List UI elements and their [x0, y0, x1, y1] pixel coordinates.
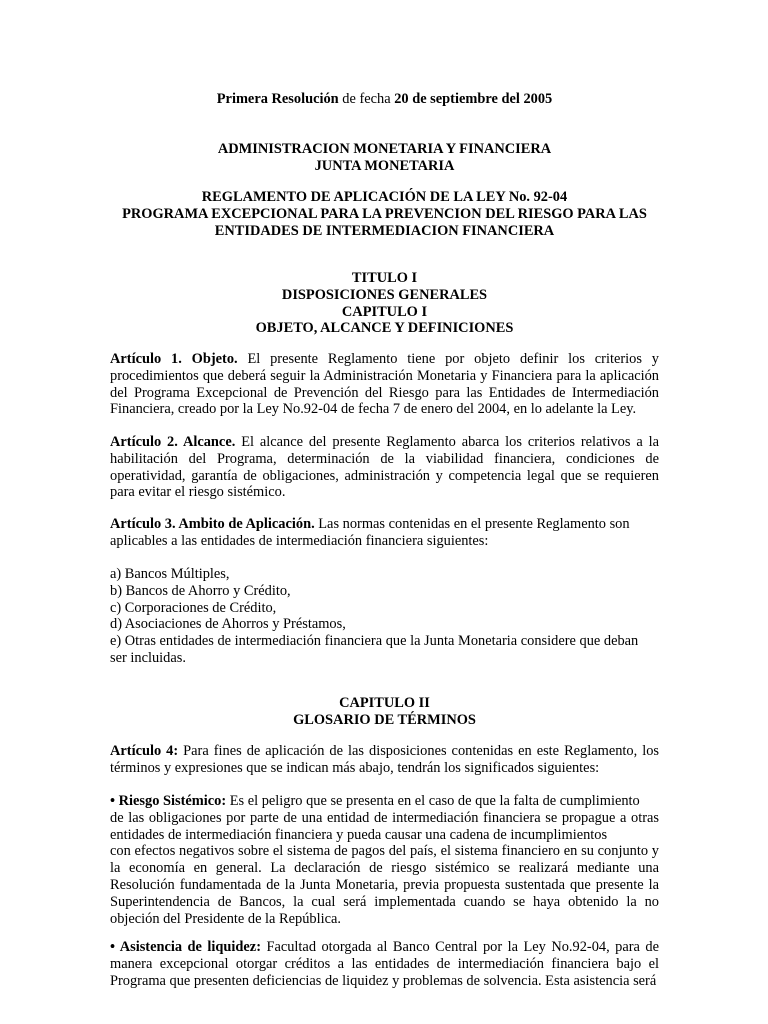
- titulo-line-1: TITULO I: [351, 270, 418, 286]
- asistencia-liquidez-definition: [110, 939, 659, 989]
- article-4-label: Artículo 4:: [110, 743, 179, 759]
- article-1-label: Artículo 1. Objeto.: [110, 351, 238, 367]
- list-item: d) Asociaciones de Ahorros y Préstamos,: [110, 616, 346, 633]
- titulo-heading: [110, 270, 659, 337]
- titulo-line-4: OBJETO, ALCANCE Y DEFINICIONES: [255, 320, 514, 337]
- riesgo-sistemico-definition: [110, 793, 659, 927]
- article-3-text: Las normas contenidas en el presente Reglamento son aplicables a las entidades de intermediación financiera siguientes:: [110, 516, 630, 549]
- list-item: c) Corporaciones de Crédito,: [110, 599, 277, 616]
- capitulo-2-line-2: GLOSARIO DE TÉRMINOS: [293, 711, 476, 728]
- asistencia-label: • Asistencia de liquidez:: [110, 939, 261, 955]
- article-3: [110, 516, 659, 550]
- article-1-text: El presente Reglamento tiene por objeto definir los criterios y procedimientos que deberá seguir la Administración Monetaria y Financiera para la aplicación del Programa Excepcional de Prevención del Riesgo para las Entidades de Intermediación Financiera, creado por la Ley No.92-04 de fecha 7 de enero del 2004, en lo adelante la Ley.: [110, 351, 659, 418]
- article-2-label: Artículo 2. Alcance.: [110, 434, 236, 450]
- reglamento-line-1: REGLAMENTO DE APLICACIÓN DE LA LEY No. 92-04: [201, 189, 568, 205]
- titulo-line-3: CAPITULO I: [341, 303, 428, 320]
- resolution-date: 20 de septiembre del 2005: [394, 91, 553, 107]
- article-1: [110, 351, 659, 418]
- riesgo-first-line: [110, 793, 659, 810]
- article-4-text: Para fines de aplicación de las disposiciones contenidas en este Reglamento, los términos y expresiones que se indican más abajo, tendrán los significados siguientes:: [110, 743, 659, 776]
- reglamento-line-2: PROGRAMA EXCEPCIONAL PARA LA PREVENCION DEL RIESGO PARA LAS: [122, 205, 647, 222]
- article-2-text: El alcance del presente Reglamento abarca los criterios relativos a la habilitación del Programa, determinación de la viabilidad financiera, condiciones de operatividad, garantía de obligaciones, administración y competencia legal que se requieren para evitar el riesgo sistémico.: [110, 434, 660, 501]
- list-item: b) Bancos de Ahorro y Crédito,: [110, 582, 291, 599]
- org-line-1: ADMINISTRACION MONETARIA Y FINANCIERA: [217, 141, 552, 157]
- article-2: [110, 434, 659, 501]
- titulo-line-2: DISPOSICIONES GENERALES: [281, 286, 488, 303]
- asistencia-text: Facultad otorgada al Banco Central por la Ley No.92-04, para de manera excepcional otorgar créditos a las entidades de intermediación financiera bajo el Programa que presenten deficiencias de liquidez y problemas de solvencia. Esta asistencia será: [110, 939, 659, 989]
- resolution-name: Primera Resolución: [216, 91, 339, 107]
- capitulo-2-heading: [110, 695, 659, 729]
- list-item: a) Bancos Múltiples,: [110, 566, 230, 582]
- list-item: e) Otras entidades de intermediación financiera que la Junta Monetaria considere que deban: [110, 633, 639, 650]
- riesgo-line-1: Es el peligro que se presenta en el caso de que la falta de cumplimiento: [226, 793, 640, 809]
- capitulo-2-line-1: CAPITULO II: [339, 695, 430, 711]
- article-4: [110, 743, 659, 777]
- riesgo-line-2: de las obligaciones por parte de una entidad de intermediación financiera se propague a otras entidades de intermediación financiera y pueda causar una cadena de incumplimientos: [110, 809, 659, 843]
- article-3-label: Artículo 3. Ambito de Aplicación.: [110, 516, 315, 532]
- riesgo-line-3: con efectos negativos sobre el sistema de pagos del país, el sistema financiero en su conjunto y la economía en general. La declaración de riesgo sistémico se realizará mediante una Resolución fundamentada de la Junta Monetaria, previa propuesta sustentada que presente la Superintendencia de Bancos, la cual será implementada cuando se haya obtenido la no objeción del Presidente de la República.: [110, 843, 659, 927]
- reglamento-line-3: ENTIDADES DE INTERMEDIACION FINANCIERA: [214, 222, 555, 239]
- resolution-date-prefix: de fecha: [338, 91, 395, 107]
- riesgo-label: • Riesgo Sistémico:: [110, 793, 227, 809]
- list-item: ser incluidas.: [110, 649, 186, 666]
- organization-heading: [110, 141, 659, 175]
- resolution-header: [110, 91, 659, 108]
- reglamento-heading: [110, 189, 659, 239]
- org-line-2: JUNTA MONETARIA: [314, 157, 455, 174]
- entity-list: [110, 566, 659, 667]
